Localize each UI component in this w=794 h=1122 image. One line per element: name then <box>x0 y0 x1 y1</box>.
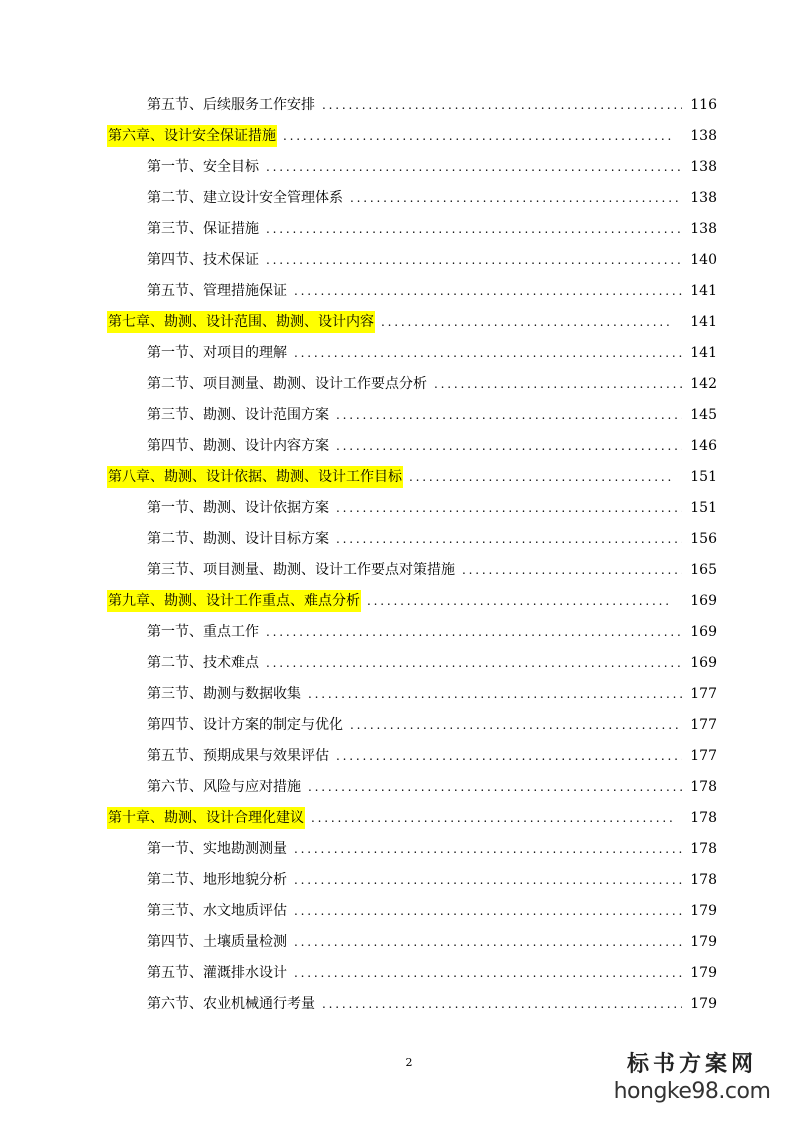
toc-section-entry[interactable] <box>0 740 794 771</box>
toc-entry-page: 177 <box>690 747 717 764</box>
toc-dot-leader <box>308 777 682 797</box>
toc-entry-title: 第二节、地形地貌分析 <box>147 871 287 888</box>
toc-dot-leader <box>266 250 682 270</box>
toc-section-entry[interactable] <box>0 151 794 182</box>
toc-section-entry[interactable] <box>0 833 794 864</box>
toc-entry-page: 146 <box>690 437 717 454</box>
toc-entry-title: 第四节、勘测、设计内容方案 <box>147 437 329 454</box>
watermark-logo <box>602 1052 782 1114</box>
toc-entry-title: 第一节、实地勘测测量 <box>147 840 287 857</box>
toc-dot-leader <box>294 932 682 952</box>
toc-entry-page: 142 <box>690 375 717 392</box>
watermark-url: hongke98.com <box>613 1079 771 1104</box>
toc-entry-page: 138 <box>690 127 717 144</box>
toc-dot-leader <box>336 405 682 425</box>
toc-entry-title: 第二节、勘测、设计目标方案 <box>147 530 329 547</box>
toc-entry-title: 第七章、勘测、设计范围、勘测、设计内容 <box>107 311 375 333</box>
toc-section-entry[interactable] <box>0 957 794 988</box>
toc-section-entry[interactable] <box>0 988 794 1019</box>
toc-entry-title: 第一节、对项目的理解 <box>147 344 287 361</box>
toc-entry-title: 第三节、项目测量、勘测、设计工作要点对策措施 <box>147 561 455 578</box>
toc-dot-leader <box>294 901 682 921</box>
toc-dot-leader <box>294 343 682 363</box>
toc-dot-leader <box>266 653 682 673</box>
toc-dot-leader <box>434 374 682 394</box>
toc-dot-leader <box>381 312 673 332</box>
toc-entry-title: 第一节、安全目标 <box>147 158 259 175</box>
toc-entry-page: 169 <box>690 623 717 640</box>
toc-section-entry[interactable] <box>0 647 794 678</box>
toc-entry-title: 第四节、技术保证 <box>147 251 259 268</box>
toc-entry-page: 156 <box>690 530 717 547</box>
toc-entry-title: 第六章、设计安全保证措施 <box>107 125 277 147</box>
toc-entry-page: 177 <box>690 716 717 733</box>
toc-dot-leader <box>336 529 682 549</box>
toc-entry-page: 145 <box>690 406 717 423</box>
table-of-contents <box>0 89 794 1019</box>
toc-dot-leader <box>336 498 682 518</box>
toc-section-entry[interactable] <box>0 275 794 306</box>
toc-entry-page: 179 <box>690 933 717 950</box>
toc-dot-leader <box>308 684 682 704</box>
toc-section-entry[interactable] <box>0 89 794 120</box>
toc-dot-leader <box>266 622 682 642</box>
toc-entry-title: 第六节、农业机械通行考量 <box>147 995 315 1012</box>
toc-dot-leader <box>336 746 682 766</box>
toc-entry-title: 第八章、勘测、设计依据、勘测、设计工作目标 <box>107 466 403 488</box>
toc-entry-title: 第一节、重点工作 <box>147 623 259 640</box>
toc-entry-title: 第二节、项目测量、勘测、设计工作要点分析 <box>147 375 427 392</box>
toc-entry-page: 138 <box>690 189 717 206</box>
toc-dot-leader <box>294 281 682 301</box>
toc-dot-leader <box>311 808 673 828</box>
toc-dot-leader <box>350 715 682 735</box>
toc-entry-page: 178 <box>690 778 717 795</box>
toc-entry-title: 第五节、灌溉排水设计 <box>147 964 287 981</box>
toc-dot-leader <box>322 994 682 1014</box>
toc-entry-title: 第二节、建立设计安全管理体系 <box>147 189 343 206</box>
toc-entry-title: 第四节、土壤质量检测 <box>147 933 287 950</box>
toc-entry-title: 第三节、勘测、设计范围方案 <box>147 406 329 423</box>
toc-entry-title: 第三节、保证措施 <box>147 220 259 237</box>
toc-entry-title: 第四节、设计方案的制定与优化 <box>147 716 343 733</box>
toc-chapter-entry[interactable] <box>0 306 794 337</box>
toc-entry-page: 178 <box>690 871 717 888</box>
toc-section-entry[interactable] <box>0 182 794 213</box>
toc-dot-leader <box>367 591 673 611</box>
toc-section-entry[interactable] <box>0 771 794 802</box>
toc-section-entry[interactable] <box>0 895 794 926</box>
toc-dot-leader <box>350 188 682 208</box>
toc-section-entry[interactable] <box>0 430 794 461</box>
toc-dot-leader <box>294 870 682 890</box>
watermark-title: 标书方案网 <box>626 1052 757 1077</box>
toc-section-entry[interactable] <box>0 926 794 957</box>
toc-entry-title: 第五节、管理措施保证 <box>147 282 287 299</box>
toc-section-entry[interactable] <box>0 337 794 368</box>
toc-dot-leader <box>266 157 682 177</box>
toc-entry-title: 第一节、勘测、设计依据方案 <box>147 499 329 516</box>
toc-dot-leader <box>409 467 673 487</box>
toc-section-entry[interactable] <box>0 616 794 647</box>
toc-section-entry[interactable] <box>0 399 794 430</box>
toc-entry-page: 151 <box>690 468 717 485</box>
toc-entry-page: 141 <box>690 282 717 299</box>
toc-dot-leader <box>266 219 682 239</box>
toc-entry-page: 178 <box>690 840 717 857</box>
toc-entry-page: 138 <box>690 220 717 237</box>
toc-entry-page: 179 <box>690 995 717 1012</box>
toc-section-entry[interactable] <box>0 368 794 399</box>
toc-entry-title: 第九章、勘测、设计工作重点、难点分析 <box>107 590 361 612</box>
toc-chapter-entry[interactable] <box>0 585 794 616</box>
toc-section-entry[interactable] <box>0 709 794 740</box>
toc-dot-leader <box>336 436 682 456</box>
toc-entry-page: 141 <box>690 313 717 330</box>
toc-entry-page: 116 <box>690 96 717 113</box>
toc-chapter-entry[interactable] <box>0 120 794 151</box>
toc-section-entry[interactable] <box>0 864 794 895</box>
toc-entry-title: 第五节、预期成果与效果评估 <box>147 747 329 764</box>
page-number: 2 <box>405 1056 413 1069</box>
toc-section-entry[interactable] <box>0 244 794 275</box>
toc-section-entry[interactable] <box>0 554 794 585</box>
toc-section-entry[interactable] <box>0 492 794 523</box>
toc-entry-page: 177 <box>690 685 717 702</box>
toc-entry-title: 第五节、后续服务工作安排 <box>147 96 315 113</box>
toc-entry-page: 178 <box>690 809 717 826</box>
toc-entry-title: 第六节、风险与应对措施 <box>147 778 301 795</box>
toc-entry-page: 141 <box>690 344 717 361</box>
toc-dot-leader <box>462 560 682 580</box>
toc-entry-title: 第三节、勘测与数据收集 <box>147 685 301 702</box>
toc-section-entry[interactable] <box>0 523 794 554</box>
toc-chapter-entry[interactable] <box>0 802 794 833</box>
toc-dot-leader <box>283 126 673 146</box>
toc-entry-page: 138 <box>690 158 717 175</box>
toc-dot-leader <box>294 963 682 983</box>
toc-chapter-entry[interactable] <box>0 461 794 492</box>
toc-dot-leader <box>322 95 682 115</box>
toc-entry-page: 165 <box>690 561 717 578</box>
toc-entry-title: 第三节、水文地质评估 <box>147 902 287 919</box>
toc-entry-page: 179 <box>690 964 717 981</box>
toc-section-entry[interactable] <box>0 213 794 244</box>
toc-entry-page: 169 <box>690 654 717 671</box>
toc-section-entry[interactable] <box>0 678 794 709</box>
toc-entry-page: 179 <box>690 902 717 919</box>
toc-dot-leader <box>294 839 682 859</box>
toc-entry-page: 169 <box>690 592 717 609</box>
toc-entry-page: 140 <box>690 251 717 268</box>
toc-entry-title: 第二节、技术难点 <box>147 654 259 671</box>
toc-entry-page: 151 <box>690 499 717 516</box>
toc-entry-title: 第十章、勘测、设计合理化建议 <box>107 807 305 829</box>
